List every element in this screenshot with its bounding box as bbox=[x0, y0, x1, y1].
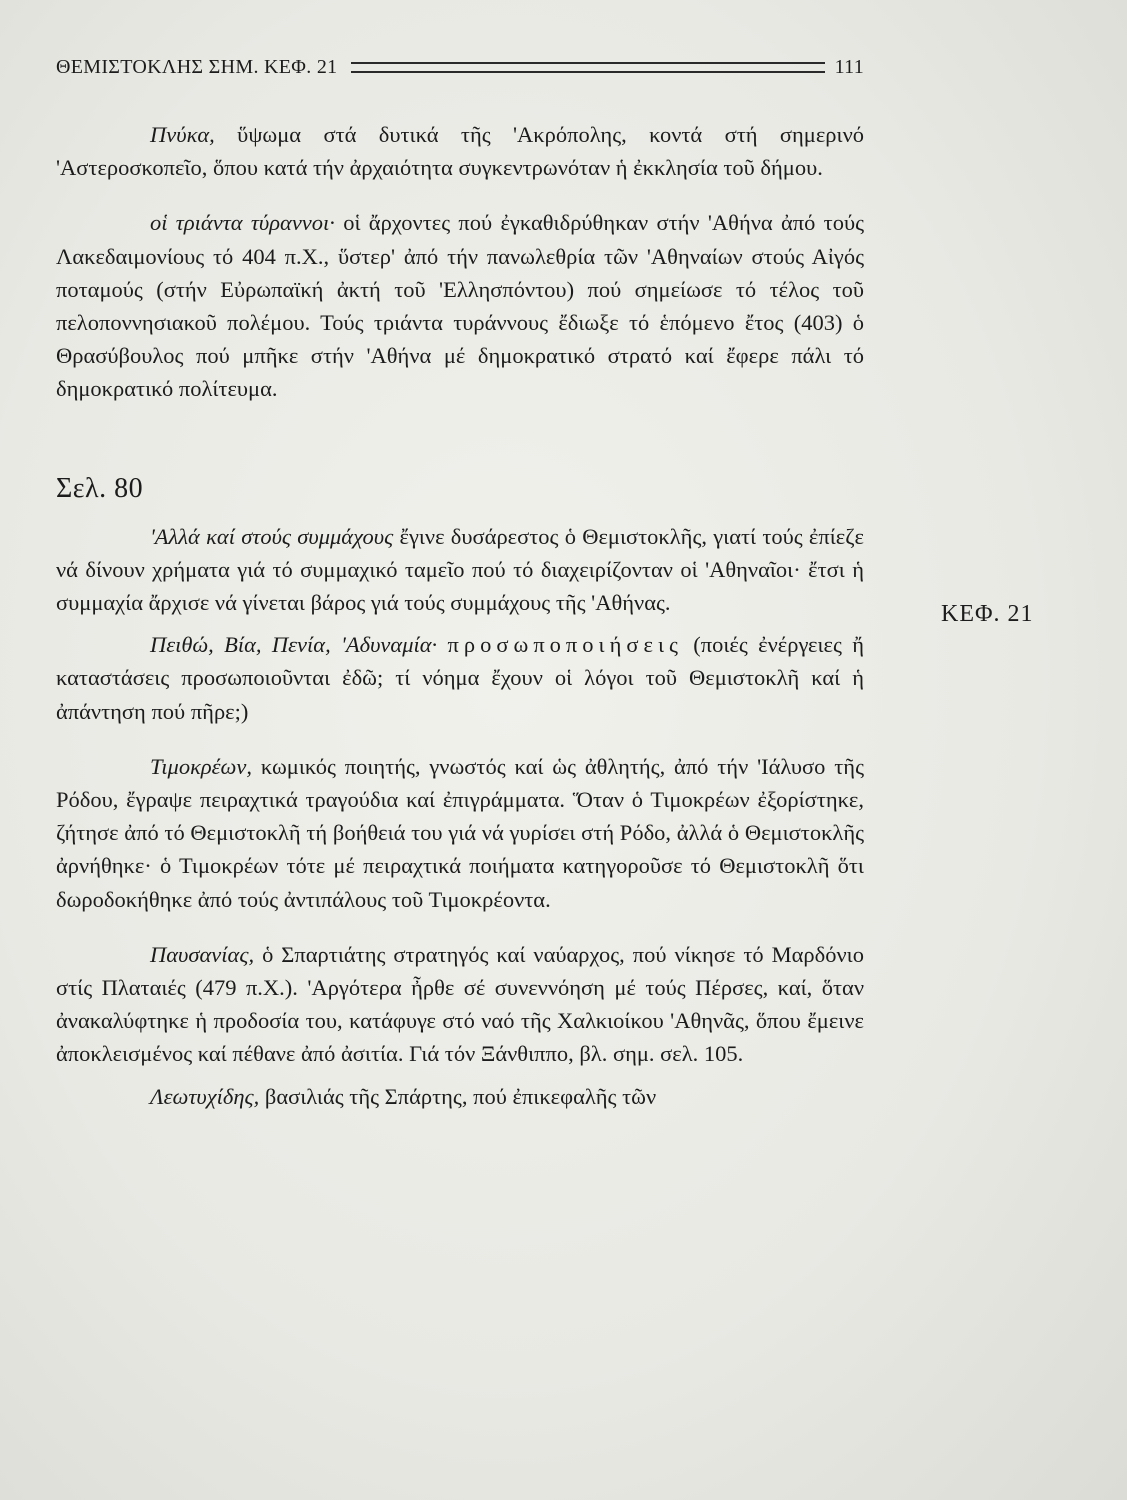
note-text: οἱ ἄρχοντες πού ἐγκαθιδρύθηκαν στήν 'Αθήνα ἀπό τούς Λακεδαιμονίους τό 404 π.Χ., ὕστερ' ἀπό τήν πανωλεθρία τῶν 'Αθηναίων στούς Αἰγός ποταμούς (στήν Εὐρωπαϊκή ἀκτή τοῦ 'Ελλησπόντου) πού σημείωσε τό τέλος τοῦ πελοποννησιακοῦ πολέμου. Τούς τριάντα τυράννους ἔδιωξε τό ἑπόμενο ἔτος (403) ὁ Θρασύβουλος πού μπῆκε στήν 'Αθήνα μέ δημοκρατικό στρατό καί ἔφερε πάλι τό δημοκρατικό πολίτευμα. bbox=[56, 210, 864, 402]
note-term: Τιμοκρέων, bbox=[150, 753, 253, 779]
section-heading: Σελ. 80 bbox=[56, 472, 144, 504]
note-term: Λεωτυχίδης, bbox=[150, 1083, 260, 1109]
note-text: βασιλιάς τῆς Σπάρτης, πού ἐπικεφαλῆς τῶν bbox=[259, 1083, 657, 1109]
note-term: Πειθώ, Βία, Πενία, 'Αδυναμία· bbox=[150, 632, 438, 658]
note-text: κωμικός ποιητής, γνωστός καί ὡς ἀθλητής, ἀπό τήν 'Ιάλυσο τῆς Ρόδου, ἔγραψε πειραχτικά τραγούδια καί ἐπιγράμματα. Ὅταν ὁ Τιμοκρέων ἐξορίστηκε, ζήτησε ἀπό τό Θεμιστοκλῆ τή βοήθειά του γιά νά γυρίσει στή Ρόδο, ἀλλά ὁ Θεμιστοκλῆς ἀρνήθηκε· ὁ Τιμοκρέων τότε μέ πειραχτικά ποιήματα κατηγοροῦσε τό Θεμιστοκλῆ ὅτι δωροδοκήθηκε ἀπό τούς ἀντιπάλους τοῦ Τιμοκρέοντα. bbox=[56, 753, 864, 912]
page-header bbox=[56, 52, 864, 82]
note-leotychides bbox=[56, 1080, 864, 1113]
note-pnyka bbox=[56, 118, 864, 184]
note-text: ἔγινε δυσάρεστος ὁ Θεμιστοκλῆς, γιατί τούς ἐπίεζε νά δίνουν χρήματα γιά τό συμμαχικό ταμεῖο πού τό διαχειρίζονταν οἱ 'Αθηναῖοι· ἔτσι ἡ συμμαχία ἄρχισε νά γίνεται βάρος γιά τούς συμμάχους τῆς 'Αθήνας. bbox=[56, 523, 864, 616]
note-timokreon bbox=[56, 750, 864, 916]
page-body bbox=[56, 118, 864, 1113]
note-text: ὁ Σπαρτιάτης στρατηγός καί ναύαρχος, πού νίκησε τό Μαρδόνιο στίς Πλαταιές (479 π.Χ.). 'Αργότερα ἦρθε σέ συνεννόηση μέ τούς Πέρσες, καί, ὅταν ἀνακαλύφτηκε ἡ προδοσία του, κατάφυγε στό ναό τῆς Χαλκιοίκου 'Αθηνᾶς, ὅπου ἔμεινε ἀποκλεισμένος καί πέθανε ἀπό ἀσιτία. Γιά τόν Ξάνθιππο, βλ. σημ. σελ. 105. bbox=[56, 941, 864, 1067]
note-personifications bbox=[56, 628, 864, 728]
note-term: οἱ τριάντα τύραννοι· bbox=[150, 210, 335, 236]
note-term: 'Αλλά καί στούς συμμάχους bbox=[150, 523, 394, 549]
note-pausanias bbox=[56, 938, 864, 1071]
running-title: ΘΕΜΙΣΤΟΚΛΗΣ ΣΗΜ. ΚΕΦ. 21 bbox=[56, 55, 338, 78]
page-number: 111 bbox=[834, 55, 864, 78]
note-term: Παυσανίας, bbox=[150, 941, 255, 967]
note-spaced-word: προσωποποιήσεις bbox=[447, 632, 683, 658]
note-thirty-tyrants bbox=[56, 206, 864, 405]
header-rule bbox=[351, 62, 824, 73]
note-term: Πνύκα, bbox=[150, 122, 215, 147]
margin-chapter-note: ΚΕΦ. 21 bbox=[941, 601, 1034, 627]
note-allies bbox=[56, 520, 864, 620]
note-text: (ποιές ἐνέργειες ἤ καταστάσεις προσωποιοῦνται ἐδῶ; τί νόημα ἔχουν οἱ λόγοι τοῦ Θεμιστοκλῆ καί ἡ ἀπάντηση πού πῆρε;) bbox=[56, 632, 864, 724]
note-text: ὕψωμα στά δυτικά τῆς 'Ακρόπολης, κοντά στή σημερινό 'Αστεροσκοπεῖο, ὅπου κατά τήν ἀρχαιότητα συγκεντρωνόταν ἡ ἐκκλησία τοῦ δήμου. bbox=[56, 122, 864, 181]
